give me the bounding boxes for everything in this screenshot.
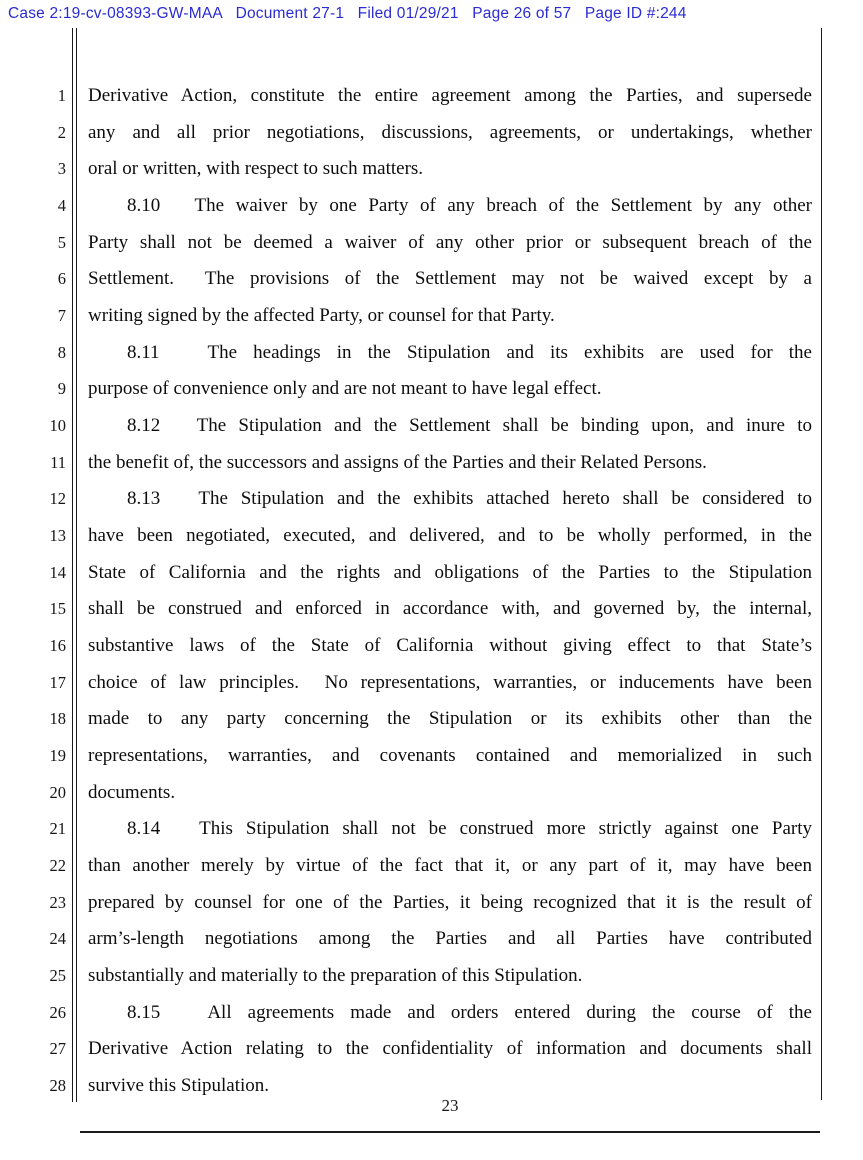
line-number: 1	[57, 86, 66, 105]
line-text: purpose of convenience only and are not meant to have legal effect.	[88, 378, 602, 400]
line-number: 20	[49, 782, 66, 802]
document-line	[0, 225, 863, 262]
line-text: than another merely by virtue of the fact that it, or any part of it, may have been	[88, 855, 812, 877]
line-number: 26	[49, 1002, 66, 1022]
line-number: 27	[49, 1039, 66, 1059]
line-text: choice of law principles. No representations, warranties, or inducements have been	[88, 671, 812, 693]
footer-rule	[80, 1131, 820, 1133]
document-line	[0, 958, 863, 995]
document-line	[0, 188, 863, 225]
line-text: 8.12 The Stipulation and the Settlement shall be binding upon, and inure to	[127, 415, 812, 437]
line-text: Derivative Action, constitute the entire agreement among the Parties, and supersede	[88, 85, 812, 106]
document-line	[0, 371, 863, 408]
document-line	[0, 885, 863, 922]
line-text: representations, warranties, and covenants contained and memorialized in such	[88, 745, 812, 767]
line-text: substantially and materially to the preparation of this Stipulation.	[88, 965, 583, 987]
line-text: documents.	[88, 781, 176, 803]
body-lines	[0, 78, 863, 1105]
line-text: survive this Stipulation.	[88, 1075, 270, 1097]
line-number: 7	[57, 306, 66, 326]
document-line	[0, 151, 863, 188]
line-number: 23	[49, 892, 66, 912]
line-text: made to any party concerning the Stipulation or its exhibits other than the	[88, 708, 812, 730]
line-number: 9	[57, 379, 66, 399]
line-text: any and all prior negotiations, discussions, agreements, or undertakings, whether	[88, 121, 812, 143]
document-line	[0, 921, 863, 958]
document-line	[0, 995, 863, 1032]
line-text: the benefit of, the successors and assigns of the Parties and their Related Persons.	[88, 451, 707, 473]
line-number: 17	[49, 672, 66, 692]
line-number: 5	[57, 232, 66, 252]
document-line	[0, 408, 863, 445]
line-number: 19	[49, 746, 66, 766]
line-number: 15	[49, 599, 66, 619]
line-text: Settlement. The provisions of the Settlement may not be waived except by a	[88, 268, 812, 290]
line-text: arm’s-length negotiations among the Parties and all Parties have contributed	[88, 928, 812, 950]
line-text: 8.14 This Stipulation shall not be construed more strictly against one Party	[127, 818, 812, 840]
document-line	[0, 848, 863, 885]
line-number: 28	[49, 1076, 66, 1096]
document-line	[0, 665, 863, 702]
line-text: writing signed by the affected Party, or counsel for that Party.	[88, 305, 555, 327]
line-text: 8.10 The waiver by one Party of any breach of the Settlement by any other	[127, 195, 812, 217]
line-text: substantive laws of the State of California without giving effect to that State’s	[88, 635, 812, 657]
line-number: 6	[57, 269, 66, 289]
document-line	[0, 1031, 863, 1068]
case-header: Case 2:19-cv-08393-GW-MAA Document 27-1 Filed 01/29/21 Page 26 of 57 Page ID #:244	[8, 5, 687, 22]
document-line	[0, 445, 863, 482]
line-number: 14	[49, 562, 66, 582]
line-number: 25	[49, 966, 66, 986]
line-number: 21	[49, 819, 66, 839]
line-number: 13	[49, 526, 66, 546]
line-number: 8	[57, 342, 66, 362]
document-line	[0, 261, 863, 298]
line-number: 10	[49, 416, 66, 436]
document-line	[0, 775, 863, 812]
line-number: 4	[57, 196, 66, 216]
line-text: 8.15 All agreements made and orders entered during the course of the	[127, 1001, 812, 1023]
document-line	[0, 811, 863, 848]
line-number: 12	[49, 489, 66, 509]
line-number: 3	[57, 159, 66, 179]
document-line	[0, 628, 863, 665]
line-number: 11	[50, 452, 66, 472]
line-text: Derivative Action relating to the confidentiality of information and documents shall	[88, 1038, 812, 1060]
document-line	[0, 78, 863, 115]
document-line	[0, 591, 863, 628]
line-text: shall be construed and enforced in accordance with, and governed by, the internal,	[88, 598, 812, 620]
line-text: 8.11 The headings in the Stipulation and its exhibits are used for the	[127, 341, 812, 363]
document-line	[0, 738, 863, 775]
line-text: have been negotiated, executed, and delivered, and to be wholly performed, in the	[88, 525, 812, 547]
document-line	[0, 481, 863, 518]
line-number: 22	[49, 856, 66, 876]
line-number: 24	[49, 929, 66, 949]
line-number: 16	[49, 636, 66, 656]
document-line	[0, 701, 863, 738]
line-number: 2	[57, 122, 66, 142]
line-text: State of California and the rights and obligations of the Parties to the Stipulation	[88, 561, 812, 583]
line-text: Party shall not be deemed a waiver of any other prior or subsequent breach of the	[88, 231, 812, 253]
line-number: 18	[49, 709, 66, 729]
document-line	[0, 335, 863, 372]
line-text: 8.13 The Stipulation and the exhibits attached hereto shall be considered to	[127, 488, 812, 510]
document-line	[0, 555, 863, 592]
line-text: oral or written, with respect to such matters.	[88, 158, 424, 180]
line-text: prepared by counsel for one of the Parties, it being recognized that it is the result of	[88, 891, 812, 913]
document-line	[0, 115, 863, 152]
document-line	[0, 298, 863, 335]
page-number-footer: 23	[441, 1096, 459, 1115]
document-line	[0, 518, 863, 555]
